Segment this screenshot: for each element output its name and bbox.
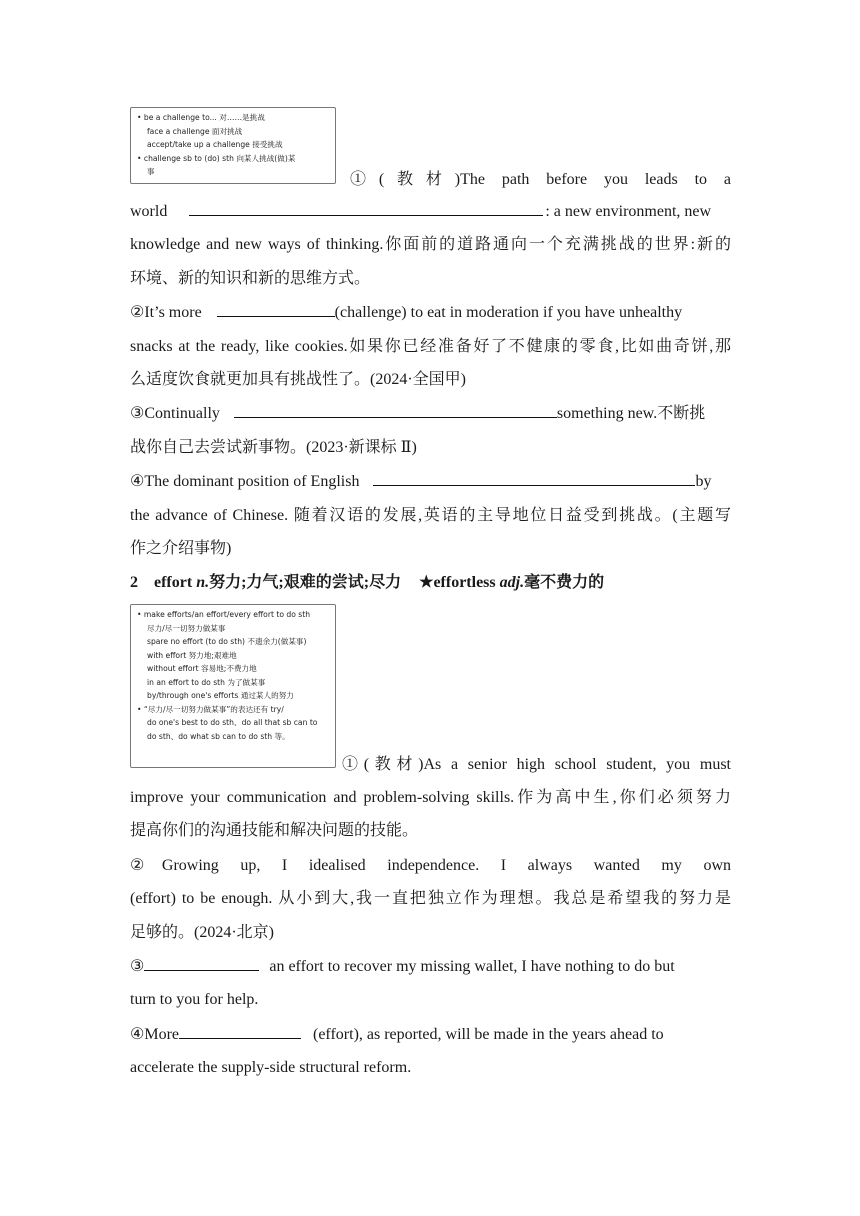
note-line: face a challenge 面对挑战 (147, 126, 243, 136)
s2-q2-line2: (effort) to be enough. 从小到大,我一直把独立作为理想。我总是希望我的努力是 (130, 890, 731, 907)
s1-q4-line2: the advance of Chinese. 随着汉语的发展,英语的主导地位日益受到挑战。(主题写 (130, 507, 731, 524)
s2-q3-line2: turn to you for help. (130, 991, 259, 1008)
note-line: accept/take up a challenge 接受挑战 (147, 140, 283, 149)
note-line: in an effort to do sth 为了做某事 (147, 677, 266, 687)
note-line: by/through one's efforts 通过某人的努力 (147, 691, 294, 700)
note-line: spare no effort (to do sth) 不遗余力(做某事) (147, 637, 307, 646)
answer-blank[interactable] (234, 403, 557, 418)
note-line: • be a challenge to... 对……是挑战 (137, 113, 265, 122)
answer-blank[interactable] (179, 1024, 301, 1039)
s2-q2-line3: 足够的。(2024·北京) (130, 924, 274, 941)
section-2-heading: 2 effort n.努力;力气;艰难的尝试;尽力 ★effortless adj.毫不费力的 (130, 574, 605, 591)
s1-q4-line3: 作之介绍事物) (130, 540, 232, 557)
s1-q4-line1: ④The dominant position of English by (130, 473, 712, 490)
effort-note-box (130, 604, 336, 768)
note-line: • challenge sb to (do) sth 向某人挑战(做)某 (137, 153, 296, 163)
answer-blank[interactable] (373, 471, 695, 486)
answer-blank[interactable] (217, 302, 335, 317)
s1-q2-line2: snacks at the ready, like cookies.如果你已经准备好了不健康的零食,比如曲奇饼,那 (130, 338, 731, 355)
answer-blank[interactable] (189, 201, 543, 216)
s2-q2-line1: ②Growing up, I idealised independence. I always wanted my own (130, 857, 731, 874)
s2-q3-line1: ③ an effort to recover my missing wallet, I have nothing to do but (130, 958, 675, 975)
s2-q1-line1: ①(教材)As a senior high school student, you must (342, 756, 731, 773)
s1-q1-line4: 环境、新的知识和新的思维方式。 (130, 270, 371, 287)
note-line: with effort 努力地;艰难地 (147, 650, 237, 660)
note-line: without effort 容易地;不费力地 (147, 664, 257, 673)
answer-blank[interactable] (144, 956, 259, 971)
s1-q1-line3: knowledge and new ways of thinking.你面前的道路通向一个充满挑战的世界:新的 (130, 236, 731, 253)
s1-q3-line2: 战你自己去尝试新事物。(2023·新课标 Ⅱ) (130, 439, 417, 456)
s2-q1-line3: 提高你们的沟通技能和解决问题的技能。 (130, 822, 419, 839)
note-line: do sth、do what sb can to do sth 等。 (147, 731, 290, 741)
s1-q3-line1: ③Continually something new.不断挑 (130, 405, 706, 422)
s1-q2-line3: 么适度饮食就更加具有挑战性了。(2024·全国甲) (130, 371, 466, 388)
s1-q2-line1: ②It’s more (challenge) to eat in moderation if you have unhealthy (130, 304, 683, 321)
s2-q1-line2: improve your communication and problem-solving skills.作为高中生,你们必须努力 (130, 789, 731, 806)
note-line: 事 (147, 167, 155, 176)
s1-q1-line2: world : a new environment, new (130, 203, 712, 220)
note-line: 尽力/尽一切努力做某事 (147, 623, 226, 633)
challenge-note-box (130, 107, 336, 184)
note-line: • “尽力/尽一切努力做某事”的表达还有 try/ (137, 704, 284, 714)
s2-q4-line1: ④More (effort), as reported, will be made in the years ahead to (130, 1026, 664, 1043)
s1-q1-line1: ①(教材)The path before you leads to a (350, 171, 731, 188)
s2-q4-line2: accelerate the supply-side structural reform. (130, 1059, 412, 1076)
note-line: do one's best to do sth、do all that sb can to (147, 718, 318, 727)
note-line: • make efforts/an effort/every effort to do sth (137, 610, 311, 619)
